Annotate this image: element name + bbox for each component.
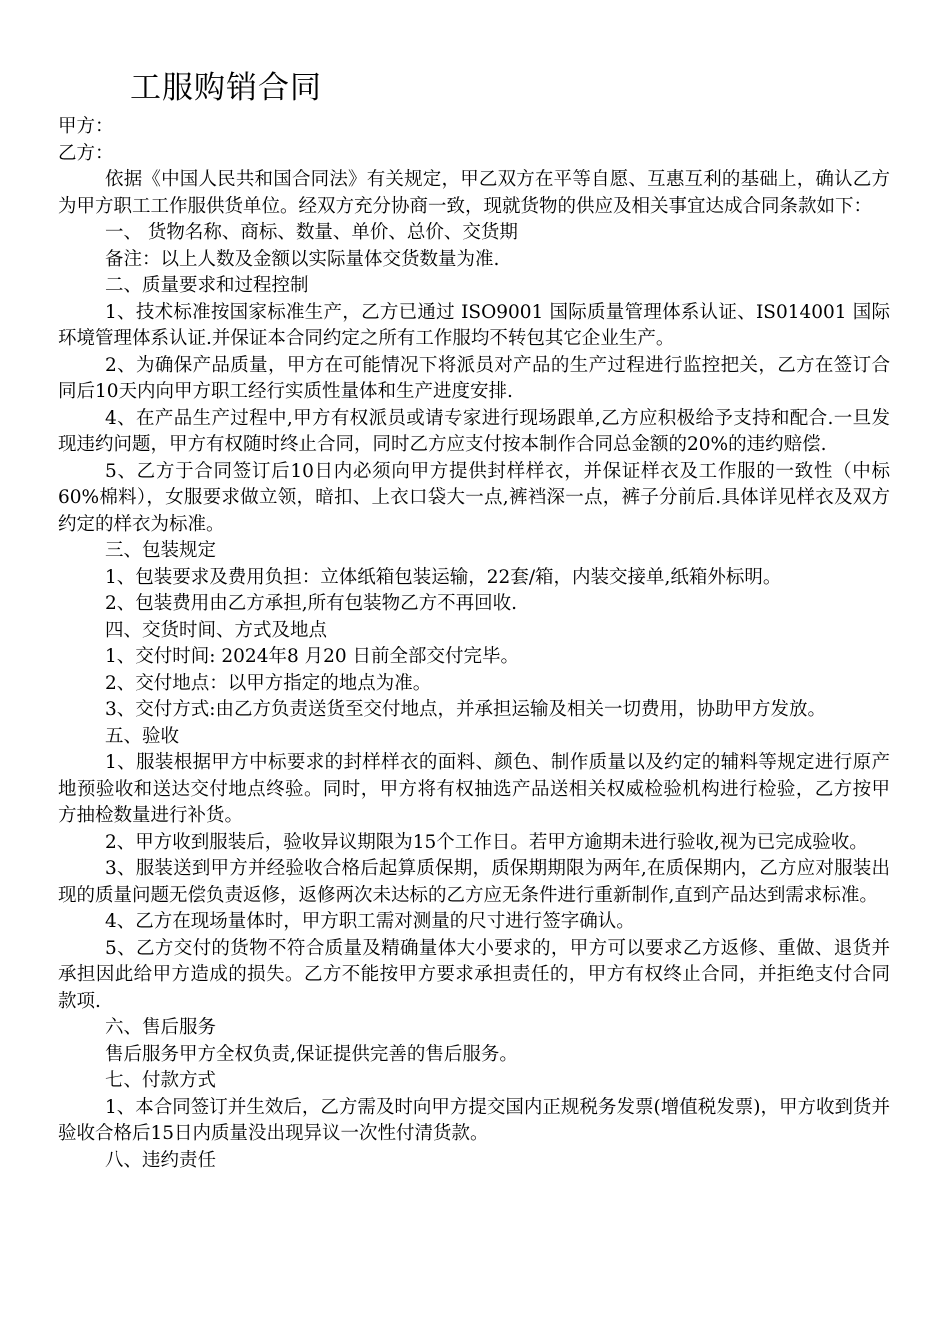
section-8-heading: 八、违约责任 <box>105 1149 217 1171</box>
section-3-item-1: 1、包装要求及费用负担：立体纸箱包装运输，22套/箱，内装交接单,纸箱外标明。 <box>105 566 782 588</box>
section-5-item-4: 4、乙方在现场量体时，甲方职工需对测量的尺寸进行签字确认。 <box>105 911 635 932</box>
section-5-item-1: 1、服装根据甲方中标要求的封样样衣的面料、颜色、制作质量以及约定的辅料等规定进行原产地预验收和送达交付地点终验。同时，甲方将有权抽选产品送相关权威检验机构进行检验，乙方按甲方抽检数量进行补货。 <box>58 752 890 826</box>
party-a-line: 甲方： <box>58 116 114 137</box>
section-5-item-3: 3、服装送到甲方并经验收合格后起算质保期，质保期期限为两年,在质保期内，乙方应对服装出现的质量问题无偿负责返修，返修两次未达标的乙方应无条件进行重新制作,直到产品达到需求标准。 <box>58 858 890 906</box>
section-4-heading: 四、交货时间、方式及地点 <box>105 619 328 641</box>
section-4-item-1: 1、交付时间: 2024年8 月20 日前全部交付完毕。 <box>105 646 520 667</box>
document-title: 工服购销合同 <box>130 70 322 106</box>
section-2-item-1: 1、技术标准按国家标准生产，乙方已通过 ISO9001 国际质量管理体系认证、IS014001 国际环境管理体系认证.并保证本合同约定之所有工作服均不转包其它企业生产。 <box>58 301 890 349</box>
section-7-item-1: 1、本合同签订并生效后，乙方需及时向甲方提交国内正规税务发票(增值税发票)，甲方收到货并验收合格后15日内质量没出现异议一次性付清货款。 <box>58 1096 890 1144</box>
section-1-note: 备注：以上人数及金额以实际量体交货数量为准. <box>105 248 500 270</box>
section-6-heading: 六、售后服务 <box>105 1017 217 1038</box>
section-1-heading: 一、 货物名称、商标、数量、单价、总价、交货期 <box>105 222 518 243</box>
section-2-item-4: 4、在产品生产过程中,甲方有权派员或请专家进行现场跟单,乙方应积极给予支持和配合.一旦发现违约问题，甲方有权随时终止合同，同时乙方应支付按本制作合同总金额的20%的违约赔偿. <box>58 407 890 455</box>
section-5-item-5: 5、乙方交付的货物不符合质量及精确量体大小要求的，甲方可以要求乙方返修、重做、退货并承担因此给甲方造成的损失。乙方不能按甲方要求承担责任的，甲方有权终止合同，并拒绝支付合同款项. <box>58 937 890 1012</box>
section-3-item-2: 2、包装费用由乙方承担,所有包装物乙方不再回收. <box>105 593 518 614</box>
section-4-item-3: 3、交付方式:由乙方负责送货至交付地点，并承担运输及相关一切费用，协助甲方发放。 <box>105 699 827 720</box>
section-5-item-2: 2、甲方收到服装后，验收异议期限为15个工作日。若甲方逾期未进行验收,视为已完成验收。 <box>105 831 868 853</box>
party-b-line: 乙方： <box>58 142 114 164</box>
section-7-heading: 七、付款方式 <box>105 1070 217 1091</box>
section-2-item-5: 5、乙方于合同签订后10日内必须向甲方提供封样样衣，并保证样衣及工作服的一致性（中标60%棉料），女服要求做立领，暗扣、上衣口袋大一点,裤裆深一点，裤子分前后.具体详见样衣及双方约定的样衣为标准。 <box>58 460 890 535</box>
section-4-item-2: 2、交付地点：以甲方指定的地点为准。 <box>105 672 432 694</box>
document-body <box>58 114 890 1174</box>
intro-paragraph: 依据《中国人民共和国合同法》有关规定，甲乙双方在平等自愿、互惠互利的基础上，确认乙方为甲方职工工作服供货单位。经双方充分协商一致，现就货物的供应及相关事宜达成合同条款如下： <box>58 169 890 217</box>
section-5-heading: 五、验收 <box>105 725 180 747</box>
section-2-heading: 二、质量要求和过程控制 <box>105 275 309 296</box>
section-3-heading: 三、包装规定 <box>105 540 217 561</box>
section-2-item-2: 2、为确保产品质量，甲方在可能情况下将派员对产品的生产过程进行监控把关，乙方在签订合同后10天内向甲方职工经行实质性量体和生产进度安排. <box>58 354 890 402</box>
section-6-text: 售后服务甲方全权负责,保证提供完善的售后服务。 <box>105 1043 518 1065</box>
